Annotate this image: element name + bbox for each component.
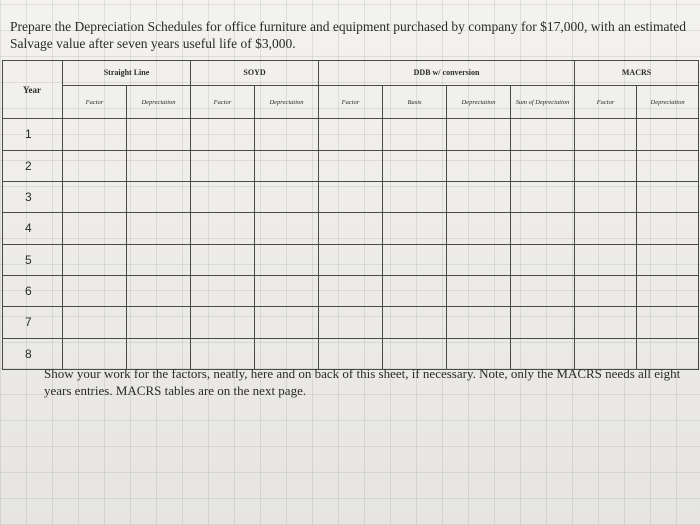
soyd-factor-header: Factor	[191, 85, 255, 119]
entry-cell[interactable]	[255, 119, 319, 150]
entry-cell[interactable]	[127, 244, 191, 275]
entry-cell[interactable]	[63, 181, 127, 212]
entry-cell[interactable]	[255, 150, 319, 181]
entry-cell[interactable]	[127, 181, 191, 212]
entry-cell[interactable]	[447, 150, 511, 181]
entry-cell[interactable]	[637, 275, 699, 306]
entry-cell[interactable]	[63, 119, 127, 150]
entry-cell[interactable]	[383, 275, 447, 306]
entry-cell[interactable]	[447, 181, 511, 212]
year-cell: 1	[3, 119, 63, 150]
entry-cell[interactable]	[191, 119, 255, 150]
entry-cell[interactable]	[637, 119, 699, 150]
entry-cell[interactable]	[575, 275, 637, 306]
table-row	[3, 119, 699, 150]
entry-cell[interactable]	[63, 307, 127, 338]
entry-cell[interactable]	[319, 213, 383, 244]
entry-cell[interactable]	[383, 181, 447, 212]
entry-cell[interactable]	[511, 244, 575, 275]
entry-cell[interactable]	[575, 213, 637, 244]
entry-cell[interactable]	[319, 181, 383, 212]
year-cell: 2	[3, 150, 63, 181]
entry-cell[interactable]	[255, 213, 319, 244]
sl-depreciation-header: Depreciation	[127, 85, 191, 119]
depreciation-schedule-table	[2, 60, 699, 370]
entry-cell[interactable]	[191, 181, 255, 212]
year-cell: 4	[3, 213, 63, 244]
entry-cell[interactable]	[319, 150, 383, 181]
entry-cell[interactable]	[255, 307, 319, 338]
problem-statement: Prepare the Depreciation Schedules for office furniture and equipment purchased by company for $17,000, with an estimated Salvage value after seven years useful life of $3,000.	[10, 19, 687, 51]
sl-factor-header: Factor	[63, 85, 127, 119]
entry-cell[interactable]	[127, 307, 191, 338]
entry-cell[interactable]	[191, 307, 255, 338]
entry-cell[interactable]	[511, 150, 575, 181]
year-rows	[3, 119, 699, 370]
entry-cell[interactable]	[319, 307, 383, 338]
ddb-depreciation-header: Depreciation	[447, 85, 511, 119]
table-row	[3, 244, 699, 275]
year-header: Year	[3, 61, 63, 119]
entry-cell[interactable]	[191, 275, 255, 306]
entry-cell[interactable]	[127, 119, 191, 150]
entry-cell[interactable]	[383, 307, 447, 338]
entry-cell[interactable]	[383, 150, 447, 181]
year-cell: 5	[3, 244, 63, 275]
ddb-header: DDB w/ conversion	[319, 61, 575, 86]
entry-cell[interactable]	[255, 275, 319, 306]
depreciation-table-wrap	[2, 60, 698, 370]
straight-line-header: Straight Line	[63, 61, 191, 86]
entry-cell[interactable]	[383, 119, 447, 150]
entry-cell[interactable]	[575, 181, 637, 212]
table-row	[3, 275, 699, 306]
entry-cell[interactable]	[447, 119, 511, 150]
entry-cell[interactable]	[447, 244, 511, 275]
entry-cell[interactable]	[255, 244, 319, 275]
entry-cell[interactable]	[637, 150, 699, 181]
table-row	[3, 213, 699, 244]
ddb-basis-header: Basis	[383, 85, 447, 119]
year-cell: 3	[3, 181, 63, 212]
entry-cell[interactable]	[511, 213, 575, 244]
entry-cell[interactable]	[511, 181, 575, 212]
entry-cell[interactable]	[383, 244, 447, 275]
macrs-depreciation-header: Depreciation	[637, 85, 699, 119]
entry-cell[interactable]	[127, 275, 191, 306]
year-cell: 6	[3, 275, 63, 306]
soyd-header: SOYD	[191, 61, 319, 86]
entry-cell[interactable]	[319, 275, 383, 306]
entry-cell[interactable]	[127, 213, 191, 244]
entry-cell[interactable]	[575, 244, 637, 275]
macrs-header: MACRS	[575, 61, 699, 86]
entry-cell[interactable]	[447, 307, 511, 338]
entry-cell[interactable]	[127, 150, 191, 181]
table-row	[3, 307, 699, 338]
year-cell: 8	[3, 338, 63, 369]
ddb-factor-header: Factor	[319, 85, 383, 119]
entry-cell[interactable]	[63, 150, 127, 181]
entry-cell[interactable]	[191, 244, 255, 275]
entry-cell[interactable]	[637, 213, 699, 244]
entry-cell[interactable]	[319, 119, 383, 150]
entry-cell[interactable]	[447, 275, 511, 306]
entry-cell[interactable]	[637, 181, 699, 212]
entry-cell[interactable]	[575, 307, 637, 338]
entry-cell[interactable]	[511, 307, 575, 338]
entry-cell[interactable]	[511, 119, 575, 150]
entry-cell[interactable]	[637, 307, 699, 338]
entry-cell[interactable]	[575, 150, 637, 181]
entry-cell[interactable]	[511, 275, 575, 306]
soyd-depreciation-header: Depreciation	[255, 85, 319, 119]
entry-cell[interactable]	[575, 119, 637, 150]
entry-cell[interactable]	[255, 181, 319, 212]
table-row	[3, 181, 699, 212]
instructions-note: Show your work for the factors, neatly, here and on back of this sheet, if necessary. Note, only the MACRS needs all eight years entries. MACRS tables are on the next page.	[44, 366, 681, 398]
table-row	[3, 150, 699, 181]
year-cell: 7	[3, 307, 63, 338]
entry-cell[interactable]	[63, 275, 127, 306]
entry-cell[interactable]	[383, 213, 447, 244]
entry-cell[interactable]	[63, 244, 127, 275]
macrs-factor-header: Factor	[575, 85, 637, 119]
entry-cell[interactable]	[63, 213, 127, 244]
entry-cell[interactable]	[637, 244, 699, 275]
entry-cell[interactable]	[191, 150, 255, 181]
entry-cell[interactable]	[319, 244, 383, 275]
entry-cell[interactable]	[191, 213, 255, 244]
entry-cell[interactable]	[447, 213, 511, 244]
ddb-sum-header: Sum of Depreciation	[511, 85, 575, 119]
